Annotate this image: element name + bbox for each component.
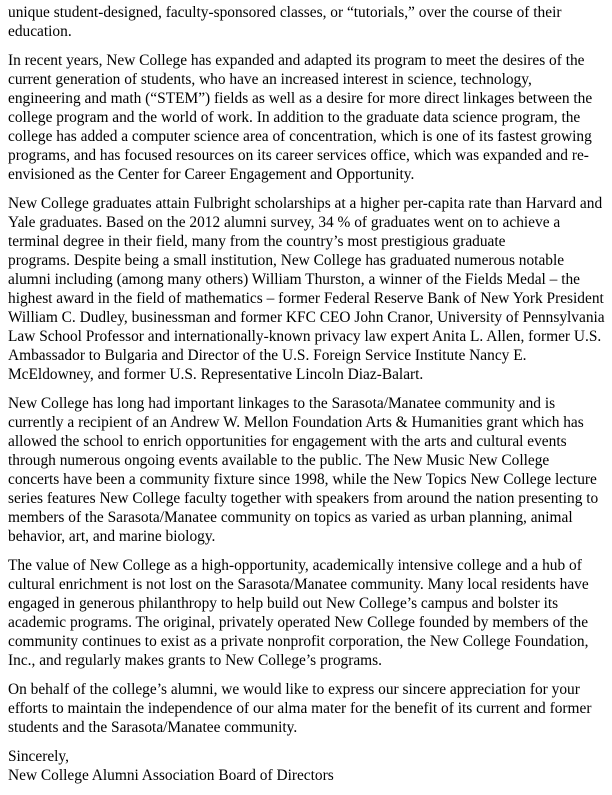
text-line: New College has long had important linkages to the Sarasota/Manatee community and is [8, 395, 556, 412]
text-line: currently a recipient of an Andrew W. Mellon Foundation Arts & Humanities grant which has [8, 414, 584, 431]
text-line: allowed the school to enrich opportunities for engagement with the arts and cultural events [8, 433, 567, 450]
text-line: engineering and math (“STEM”) fields as well as a desire for more direct linkages between the [8, 90, 593, 107]
text-line: New College graduates attain Fulbright scholarships at a higher per-capita rate than Harvard and [8, 195, 603, 212]
closing-signatory: New College Alumni Association Board of Directors [8, 767, 334, 784]
closing [8, 747, 608, 785]
text-line: concerts have been a community fixture since 1998, while the New Topics New College lecture [8, 471, 597, 488]
paragraph [8, 194, 608, 384]
text-line: William C. Dudley, businessman and former KFC CEO John Cranor, University of Pennsylvania [8, 309, 605, 326]
text-line: behavior, art, and marine biology. [8, 528, 216, 545]
text-line: unique student-designed, faculty-sponsored classes, or “tutorials,” over the course of their [8, 4, 562, 21]
text-line: current generation of students, who have an increased interest in science, technology, [8, 71, 532, 88]
text-line: terminal degree in their field, many from the country’s most prestigious graduate [8, 233, 506, 250]
paragraph [8, 556, 608, 670]
paragraph [8, 51, 608, 184]
text-line: Inc., and regularly makes grants to New College’s programs. [8, 652, 382, 669]
text-line: engaged in generous philanthropy to help build out New College’s campus and bolster its [8, 595, 559, 612]
paragraph [8, 3, 608, 41]
text-line: The value of New College as a high-opportunity, academically intensive college and a hub of [8, 557, 582, 574]
text-line: McEldowney, and former U.S. Representative Lincoln Diaz-Balart. [8, 366, 424, 383]
text-line: programs. Despite being a small institution, New College has graduated numerous notable [8, 252, 565, 269]
closing-salutation: Sincerely, [8, 748, 69, 765]
text-line: college program and the world of work. In addition to the graduate data science program, the [8, 109, 581, 126]
text-line: efforts to maintain the independence of our alma mater for the benefit of its current and former [8, 700, 592, 717]
paragraph [8, 394, 608, 546]
text-line: programs, and has focused resources on its career services office, which was expanded and re- [8, 147, 589, 164]
text-line: academic programs. The original, privately operated New College founded by members of the [8, 614, 589, 631]
text-line: On behalf of the college’s alumni, we would like to express our sincere appreciation for your [8, 681, 580, 698]
paragraph [8, 680, 608, 737]
letter-document [8, 3, 608, 795]
text-line: cultural enrichment is not lost on the Sarasota/Manatee community. Many local residents have [8, 576, 589, 593]
text-line: envisioned as the Center for Career Engagement and Opportunity. [8, 166, 415, 183]
text-line: members of the Sarasota/Manatee community on topics as varied as urban planning, animal [8, 509, 573, 526]
text-line: community continues to exist as a private nonprofit corporation, the New College Foundation, [8, 633, 589, 650]
text-line: through numerous ongoing events available to the public. The New Music New College [8, 452, 550, 469]
text-line: Ambassador to Bulgaria and Director of the U.S. Foreign Service Institute Nancy E. [8, 347, 527, 364]
text-line: In recent years, New College has expanded and adapted its program to meet the desires of the [8, 52, 585, 69]
text-line: series features New College faculty together with speakers from around the nation presenting to [8, 490, 599, 507]
text-line: alumni including (among many others) William Thurston, a winner of the Fields Medal – the [8, 271, 581, 288]
text-line: education. [8, 23, 72, 40]
text-line: highest award in the field of mathematics – former Federal Reserve Bank of New York President [8, 290, 604, 307]
text-line: Yale graduates. Based on the 2012 alumni survey, 34 % of graduates went on to achieve a [8, 214, 561, 231]
text-line: college has added a computer science area of concentration, which is one of its fastest growing [8, 128, 592, 145]
text-line: Law School Professor and internationally-known privacy law expert Anita L. Allen, former U.S. [8, 328, 602, 345]
text-line: students and the Sarasota/Manatee community. [8, 719, 298, 736]
